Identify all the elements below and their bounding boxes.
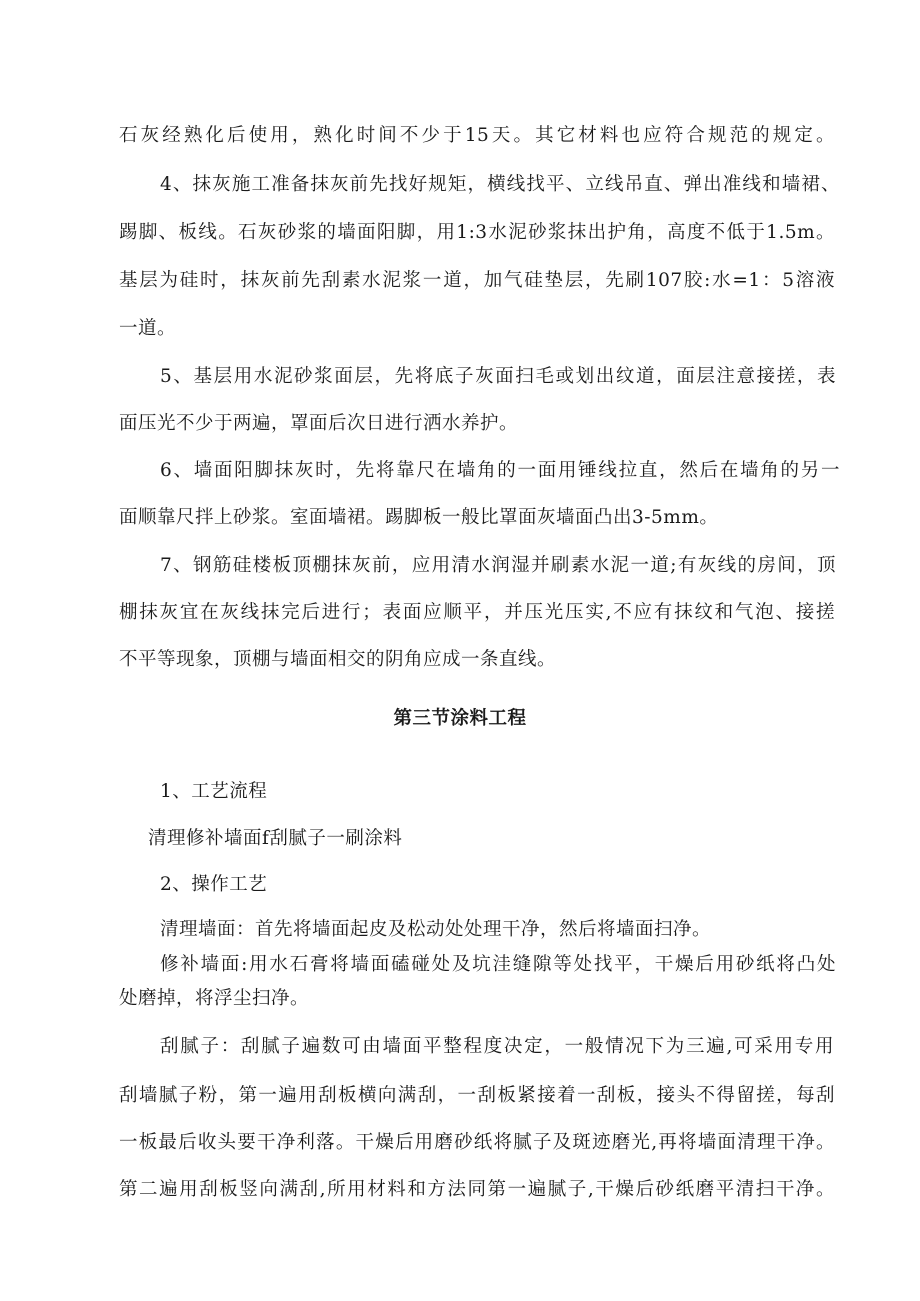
text-line: 不平等现象，顶棚与墙面相交的阴角应成一条直线。 <box>119 649 557 670</box>
text-line: 一板最后收头要干净利落。干燥后用磨砂纸将腻子及斑迹磨光,再将墙面清理干净。 <box>119 1132 835 1153</box>
text-line: 刮腻子：刮腻子遍数可由墙面平整程度决定，一般情况下为三遍,可采用专用 <box>160 1036 834 1057</box>
text-line: 1、工艺流程 <box>160 781 268 802</box>
text-line: 面压光不少于两遍，罩面后次日进行洒水养护。 <box>119 413 519 434</box>
text-line: 踢脚、板线。石灰砂浆的墙面阳脚，用1:3水泥砂浆抹出护角，高度不低于1.5m。 <box>119 222 835 243</box>
text-line: 修补墙面:用水石膏将墙面磕碰处及坑洼缝隙等处找平，干燥后用砂纸将凸处 <box>160 954 836 975</box>
text-line: 石灰经熟化后使用，熟化时间不少于15天。其它材料也应符合规范的规定。 <box>119 125 835 146</box>
section-title: 第三节涂料工程 <box>393 708 527 729</box>
text-line: 5、基层用水泥砂浆面层，先将底子灰面扫毛或划出纹道，面层注意接搓，表 <box>160 366 836 387</box>
text-line: 清理修补墙面f刮腻子一刷涂料 <box>148 828 403 849</box>
text-line: 4、抹灰施工准备抹灰前先找好规矩，横线找平、立线吊直、弹出准线和墙裙、 <box>160 174 840 195</box>
text-line: 清理墙面：首先将墙面起皮及松动处处理干净，然后将墙面扫净。 <box>160 919 712 940</box>
text-line: 刮墙腻子粉，第一遍用刮板横向满刮，一刮板紧接着一刮板，接头不得留搓，每刮 <box>119 1085 835 1106</box>
text-line: 一道。 <box>119 318 177 339</box>
text-line: 基层为硅时，抹灰前先刮素水泥浆一道，加气硅垫层，先刷107胶:水=1：5溶液 <box>119 270 835 291</box>
text-line: 2、操作工艺 <box>160 874 268 895</box>
text-line: 面顺靠尺拌上砂浆。室面墙裙。踢脚板一般比罩面灰墙面凸出3-5mm。 <box>119 507 719 528</box>
text-line: 7、钢筋硅楼板顶棚抹灰前，应用清水润湿并刷素水泥一道;有灰线的房间，顶 <box>160 555 836 576</box>
text-line: 6、墙面阳脚抹灰时，先将靠尺在墙角的一面用锤线拉直，然后在墙角的另一 <box>160 460 840 481</box>
text-line: 第二遍用刮板竖向满刮,所用材料和方法同第一遍腻子,干燥后砂纸磨平清扫干净。 <box>119 1179 835 1200</box>
text-line: 棚抹灰宜在灰线抹完后进行；表面应顺平，并压光压实,不应有抹纹和气泡、接搓 <box>119 602 835 623</box>
text-line: 处磨掉，将浮尘扫净。 <box>119 988 310 1009</box>
